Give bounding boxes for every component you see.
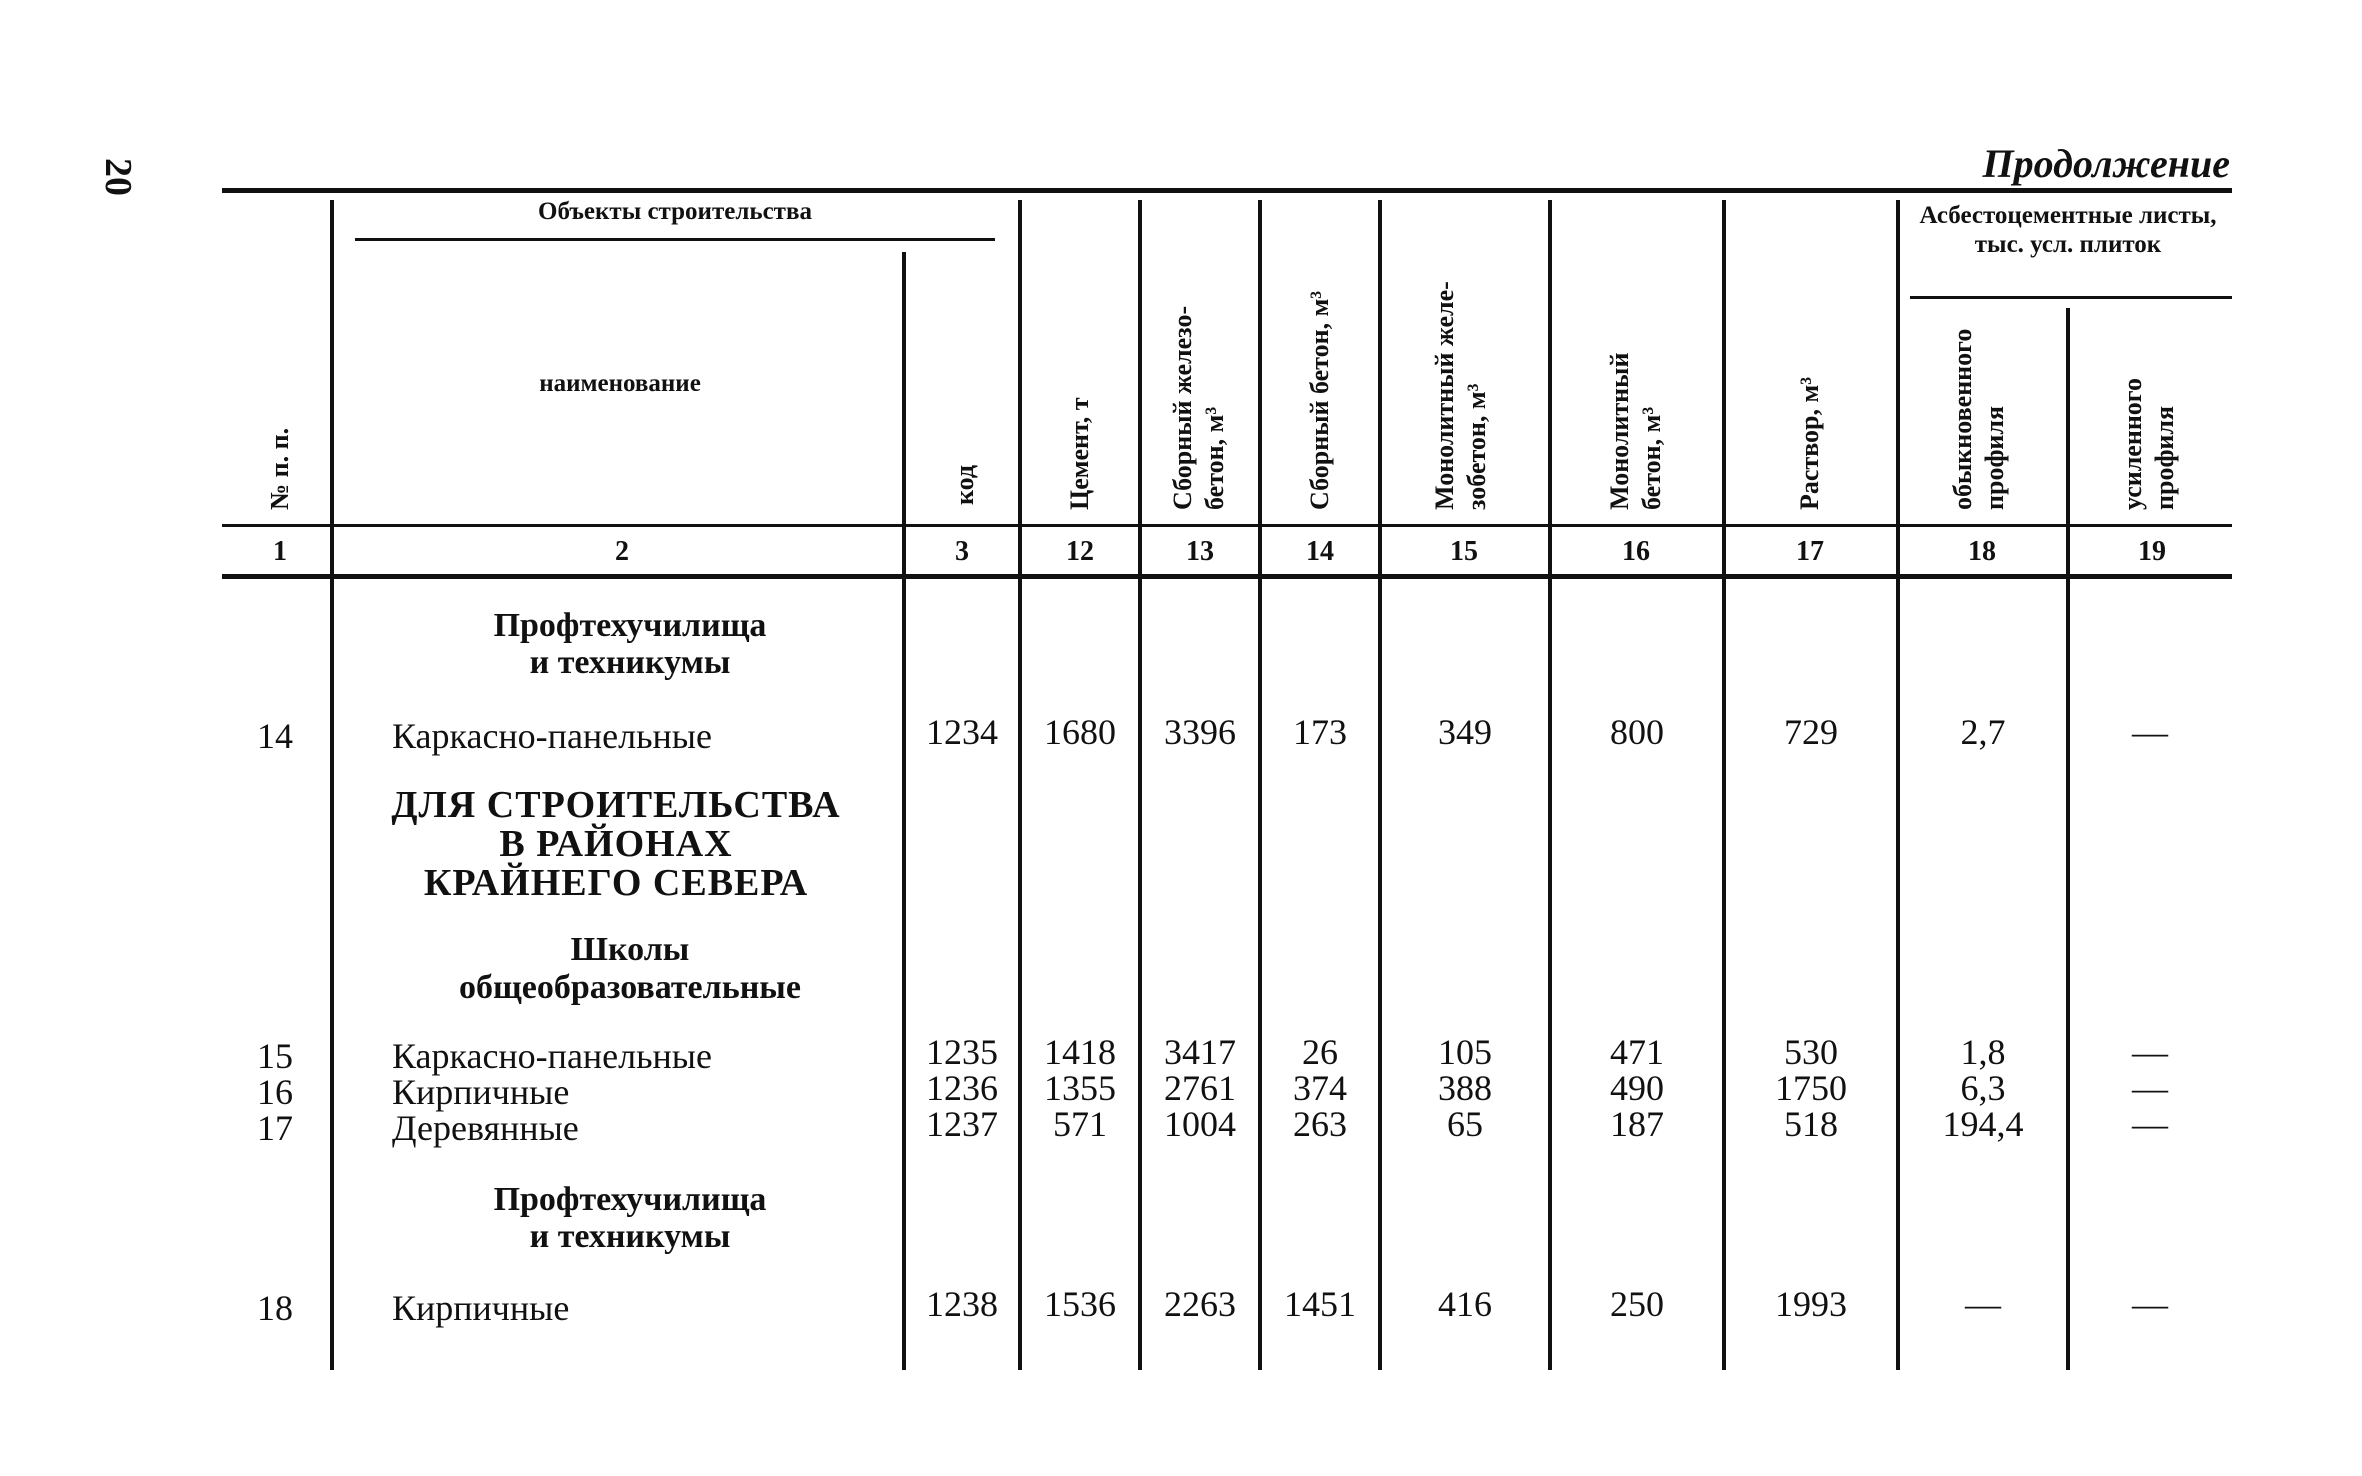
section-vocational-2-line1: Профтехучилища xyxy=(493,1181,767,1218)
header-bottom-rule xyxy=(222,524,2232,527)
row-16-precast-concrete: 374 xyxy=(1293,1068,1347,1108)
row-17-monolithic: 187 xyxy=(1610,1104,1664,1144)
colnum-13: 13 xyxy=(1186,536,1214,567)
row-17-precast-concrete: 263 xyxy=(1293,1104,1347,1144)
row-16-monolithic: 490 xyxy=(1610,1068,1664,1108)
monolithic-rc-header-line1: Монолитный желе- xyxy=(1430,281,1459,510)
asbestos-group-header: Асбестоцементные листы, тыс. усл. плиток xyxy=(1919,202,2217,258)
row-15-code: 1235 xyxy=(926,1032,998,1072)
row-18-monolithic: 250 xyxy=(1610,1284,1664,1324)
row-17-cement: 571 xyxy=(1053,1104,1107,1144)
section-schools-line2: общеобразовательные xyxy=(459,969,801,1006)
row-16-number: 16 xyxy=(257,1072,293,1112)
vrule-16-17 xyxy=(1722,200,1726,1370)
monolithic-header-line1: Монолитный xyxy=(1605,352,1634,510)
objects-group-header: Объекты строительства xyxy=(538,198,812,225)
row-18-precast-concrete: 1451 xyxy=(1284,1284,1356,1324)
row-14-monolithic: 800 xyxy=(1610,712,1664,752)
row-14-number: 14 xyxy=(257,716,293,756)
row-17-number: 17 xyxy=(257,1108,293,1148)
row-14-precast-concrete: 173 xyxy=(1293,712,1347,752)
section-vocational-2-line2: и техникумы xyxy=(529,1218,731,1255)
vrule-17-18 xyxy=(1896,200,1900,1370)
precast-concrete-header: Сборный бетон, м³ xyxy=(1305,290,1334,510)
row-15-monolithic: 471 xyxy=(1610,1032,1664,1072)
asbestos-underline xyxy=(1910,296,2232,299)
row-17-name: Деревянные xyxy=(392,1108,579,1148)
vrule-12-13 xyxy=(1138,200,1142,1370)
row-17-asbestos-reinforced: — xyxy=(2132,1104,2168,1144)
name-column-header: наименование xyxy=(539,370,701,397)
row-15-asbestos-ordinary: 1,8 xyxy=(1960,1032,2006,1072)
row-18-asbestos-reinforced: — xyxy=(2132,1284,2168,1324)
section-far-north-line2: В РАЙОНАХ xyxy=(499,823,733,865)
section-far-north-line1: ДЛЯ СТРОИТЕЛЬСТВА xyxy=(391,784,841,826)
mortar-header: Раствор, м³ xyxy=(1795,376,1824,510)
colnum-bottom-rule xyxy=(222,574,2232,579)
row-17-mortar: 518 xyxy=(1784,1104,1838,1144)
colnum-3: 3 xyxy=(955,536,969,567)
colnum-12: 12 xyxy=(1066,536,1094,567)
row-16-precast-rc: 2761 xyxy=(1164,1068,1236,1108)
row-17-precast-rc: 1004 xyxy=(1164,1104,1236,1144)
row-16-name: Кирпичные xyxy=(392,1072,570,1112)
continuation-label: Продолжение xyxy=(1982,141,2230,186)
row-18-number: 18 xyxy=(257,1288,293,1328)
section-vocational-1-line1: Профтехучилища xyxy=(493,607,767,644)
cement-header: Цемент, т xyxy=(1065,397,1094,510)
section-schools-line1: Школы xyxy=(570,931,690,968)
row-18-asbestos-ordinary: — xyxy=(1965,1284,2001,1324)
precast-rc-header-line1: Сборный железо- xyxy=(1168,305,1197,510)
colnum-16: 16 xyxy=(1622,536,1650,567)
row-15-name: Каркасно-панельные xyxy=(392,1036,712,1076)
row-18-mortar: 1993 xyxy=(1775,1284,1847,1324)
ordinary-profile-header-line1: обыкновенного xyxy=(1948,328,1977,510)
precast-rc-header-line2: бетон, м³ xyxy=(1200,406,1229,510)
row-17-monolithic-rc: 65 xyxy=(1447,1104,1483,1144)
colnum-19: 19 xyxy=(2138,536,2166,567)
row-15-mortar: 530 xyxy=(1784,1032,1838,1072)
row-16-monolithic-rc: 388 xyxy=(1438,1068,1492,1108)
monolithic-rc-header-line2: зобетон, м³ xyxy=(1462,383,1491,510)
objects-underline xyxy=(355,238,995,241)
row-14-cement: 1680 xyxy=(1044,712,1116,752)
row-15-precast-concrete: 26 xyxy=(1302,1032,1338,1072)
page-number: 20 xyxy=(97,158,139,196)
colnum-15: 15 xyxy=(1450,536,1478,567)
colnum-17: 17 xyxy=(1796,536,1824,567)
section-vocational-1-line2: и техникумы xyxy=(529,644,731,681)
row-18-name: Кирпичные xyxy=(392,1288,570,1328)
row-15-asbestos-reinforced: — xyxy=(2132,1032,2168,1072)
row-15-precast-rc: 3417 xyxy=(1164,1032,1236,1072)
colnum-18: 18 xyxy=(1968,536,1996,567)
top-rule xyxy=(222,188,2232,193)
vrule-18-19 xyxy=(2066,308,2070,1370)
row-17-asbestos-ordinary: 194,4 xyxy=(1942,1104,2024,1144)
code-header: код xyxy=(950,464,979,505)
row-16-code: 1236 xyxy=(926,1068,998,1108)
vrule-14-15 xyxy=(1378,200,1382,1370)
row-18-cement: 1536 xyxy=(1044,1284,1116,1324)
vrule-code-12 xyxy=(1018,200,1022,1370)
row-14-monolithic-rc: 349 xyxy=(1438,712,1492,752)
row-14-precast-rc: 3396 xyxy=(1164,712,1236,752)
row-15-monolithic-rc: 105 xyxy=(1438,1032,1492,1072)
colnum-14: 14 xyxy=(1306,536,1334,567)
monolithic-header-line2: бетон, м³ xyxy=(1637,406,1666,510)
section-far-north-line3: КРАЙНЕГО СЕВЕРА xyxy=(423,862,809,904)
reinforced-profile-header-line2: профиля xyxy=(2150,405,2179,510)
vrule-13-14 xyxy=(1258,200,1262,1370)
row-15-number: 15 xyxy=(257,1036,293,1076)
row-16-asbestos-ordinary: 6,3 xyxy=(1960,1068,2006,1108)
row-14-name: Каркасно-панельные xyxy=(392,716,712,756)
row-number-header: № п. п. xyxy=(265,427,294,510)
row-16-asbestos-reinforced: — xyxy=(2132,1068,2168,1108)
row-18-code: 1238 xyxy=(926,1284,998,1324)
vrule-15-16 xyxy=(1548,200,1552,1370)
row-14-asbestos-ordinary: 2,7 xyxy=(1960,712,2006,752)
reinforced-profile-header-line1: усиленного xyxy=(2118,378,2147,510)
vrule-name-code xyxy=(902,252,906,1370)
ordinary-profile-header-line2: профиля xyxy=(1980,405,2009,510)
row-17-code: 1237 xyxy=(926,1104,998,1144)
colnum-1: 1 xyxy=(273,536,287,567)
colnum-2: 2 xyxy=(615,536,629,567)
row-18-precast-rc: 2263 xyxy=(1164,1284,1236,1324)
vrule-1 xyxy=(330,200,334,1370)
row-15-cement: 1418 xyxy=(1044,1032,1116,1072)
row-14-asbestos-reinforced: — xyxy=(2132,712,2168,752)
row-16-cement: 1355 xyxy=(1044,1068,1116,1108)
row-16-mortar: 1750 xyxy=(1775,1068,1847,1108)
row-14-mortar: 729 xyxy=(1784,712,1838,752)
row-18-monolithic-rc: 416 xyxy=(1438,1284,1492,1324)
row-14-code: 1234 xyxy=(926,712,998,752)
